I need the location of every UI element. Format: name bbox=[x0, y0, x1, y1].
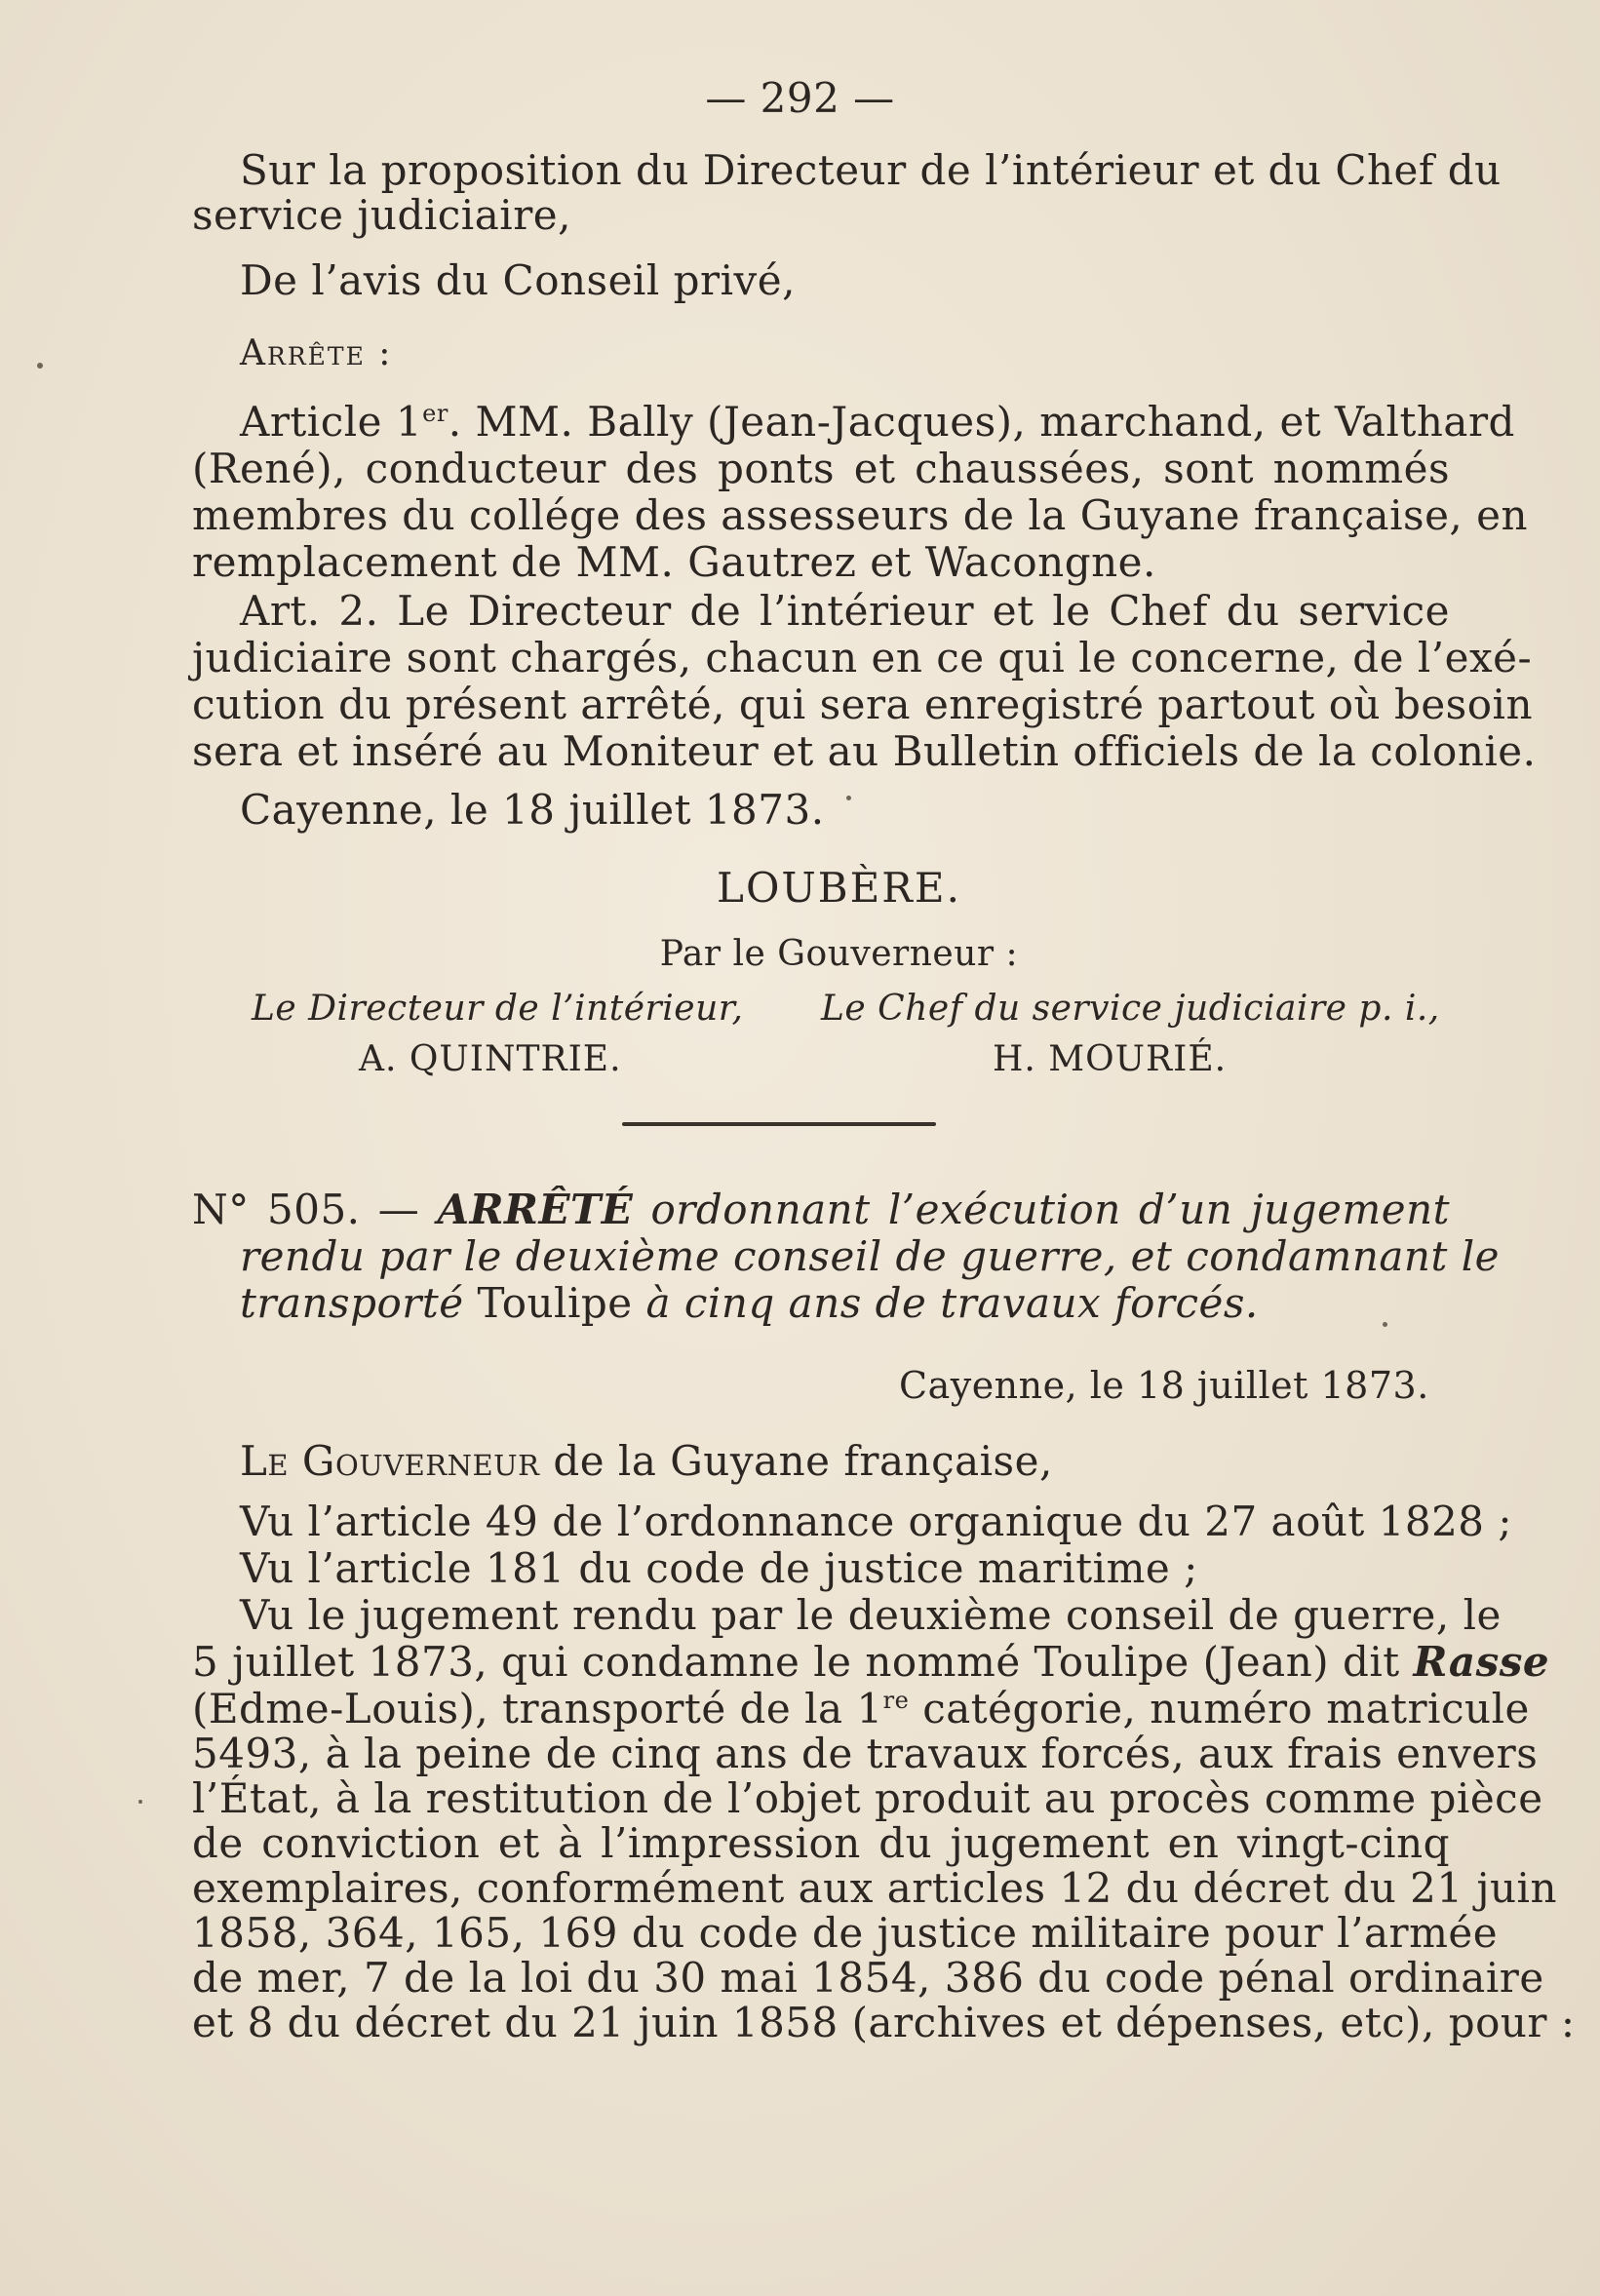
vu-line: de mer, 7 de la loi du 30 mai 1854, 386 du code pénal ordinaire bbox=[192, 1954, 1544, 2002]
vu-line: Vu le jugement rendu par le deuxième conseil de guerre, le bbox=[240, 1591, 1502, 1639]
scan-speck bbox=[846, 796, 851, 800]
vu-line-part: (Edme-Louis), transporté de la 1 bbox=[192, 1685, 883, 1732]
arrete-title-line bbox=[240, 1281, 1450, 1326]
scan-speck bbox=[37, 363, 43, 369]
arrete-place-date: Cayenne, le 18 juillet 1873. bbox=[899, 1364, 1429, 1407]
article-2-line: sera et inséré au Moniteur et au Bulletin officiels de la colonie. bbox=[192, 727, 1537, 775]
vu-line bbox=[192, 1638, 1550, 1686]
article-2-line: Art. 2. Le Directeur de l’intérieur et le Chef du service bbox=[240, 587, 1450, 635]
countersign-left-name: A. QUINTRIE. bbox=[359, 1039, 622, 1079]
preamble-line: service judiciaire, bbox=[192, 191, 571, 239]
scan-speck bbox=[1383, 1322, 1387, 1327]
article-1-rest: . MM. Bally (Jean-Jacques), marchand, et Valthard bbox=[448, 398, 1515, 446]
article-2-line: judiciaire sont chargés, chacun en ce qui le concerne, de l’exé- bbox=[192, 634, 1533, 681]
article-2-line: cution du présent arrêté, qui sera enregistré partout où besoin bbox=[192, 681, 1534, 728]
vu-line-part: 5 juillet 1873, qui condamne le nommé Toulipe (Jean) dit bbox=[192, 1638, 1400, 1686]
arrete-title-rest: ordonnant l’exécution d’un jugement bbox=[650, 1186, 1451, 1233]
vu-line: exemplaires, conformément aux articles 12 du décret du 21 juin bbox=[192, 1864, 1558, 1912]
vu-line: et 8 du décret du 21 juin 1858 (archives et dépenses, etc), pour : bbox=[192, 1999, 1576, 2046]
countersign-right-name: H. MOURIÉ. bbox=[993, 1039, 1228, 1079]
vu-line: l’État, à la restitution de l’objet produit au procès comme pièce bbox=[192, 1774, 1543, 1822]
section-divider bbox=[622, 1122, 936, 1126]
place-date: Cayenne, le 18 juillet 1873. bbox=[240, 786, 825, 834]
article-1-line: remplacement de MM. Gautrez et Wacongne. bbox=[192, 538, 1156, 586]
arrete-title-line bbox=[192, 1187, 1450, 1232]
countersign-left-title: Le Directeur de l’intérieur, bbox=[252, 989, 744, 1029]
arrete-number: N° 505. — bbox=[192, 1186, 420, 1233]
arrete-title-name: Toulipe bbox=[477, 1279, 633, 1327]
article-1-sup: er bbox=[422, 400, 449, 427]
article-1-line: membres du collége des assesseurs de la Guyane française, en bbox=[192, 491, 1529, 539]
arrete-title-part: transporté bbox=[240, 1279, 464, 1327]
preamble-line: Sur la proposition du Directeur de l’intérieur et du Chef du bbox=[240, 146, 1502, 194]
vu-line-italic: Rasse bbox=[1413, 1638, 1550, 1686]
countersign-right-title: Le Chef du service judiciaire p. i., bbox=[821, 989, 1440, 1029]
vu-line-sup: re bbox=[882, 1687, 910, 1714]
vu-line: 1858, 364, 165, 169 du code de justice militaire pour l’armée bbox=[192, 1909, 1499, 1957]
governor-signature: LOUBÈRE. bbox=[717, 864, 961, 912]
arrete-label: Arrête : bbox=[240, 333, 393, 373]
vu-line: Vu l’article 49 de l’ordonnance organique du 27 août 1828 ; bbox=[240, 1498, 1513, 1545]
arrete-title-part: à cinq ans de travaux forcés. bbox=[645, 1279, 1259, 1327]
vu-line: de conviction et à l’impression du jugement en vingt-cinq bbox=[192, 1819, 1450, 1867]
vu-line: Vu l’article 181 du code de justice maritime ; bbox=[240, 1544, 1198, 1592]
arrete-title-line: rendu par le deuxième conseil de guerre, et condamnant le bbox=[240, 1232, 1500, 1280]
arrete-title-bold: ARRÊTÉ bbox=[437, 1186, 634, 1233]
governor-intro bbox=[240, 1439, 1450, 1484]
page-number: — 292 — bbox=[705, 74, 895, 122]
governor-intro-sc: Le Gouverneur bbox=[240, 1437, 540, 1485]
governor-intro-rest: de la Guyane française, bbox=[553, 1437, 1053, 1485]
preamble-line: De l’avis du Conseil privé, bbox=[240, 256, 796, 304]
vu-line-part: catégorie, numéro matricule bbox=[909, 1685, 1530, 1732]
scan-speck bbox=[138, 1800, 142, 1804]
vu-line bbox=[192, 1685, 1530, 1732]
vu-line: 5493, à la peine de cinq ans de travaux forcés, aux frais envers bbox=[192, 1730, 1539, 1777]
article-1-line bbox=[240, 398, 1515, 446]
article-1-lead: Article 1 bbox=[240, 398, 423, 446]
article-1-line: (René), conducteur des ponts et chaussées, sont nommés bbox=[192, 445, 1450, 492]
par-le-gouverneur: Par le Gouverneur : bbox=[659, 934, 1019, 974]
